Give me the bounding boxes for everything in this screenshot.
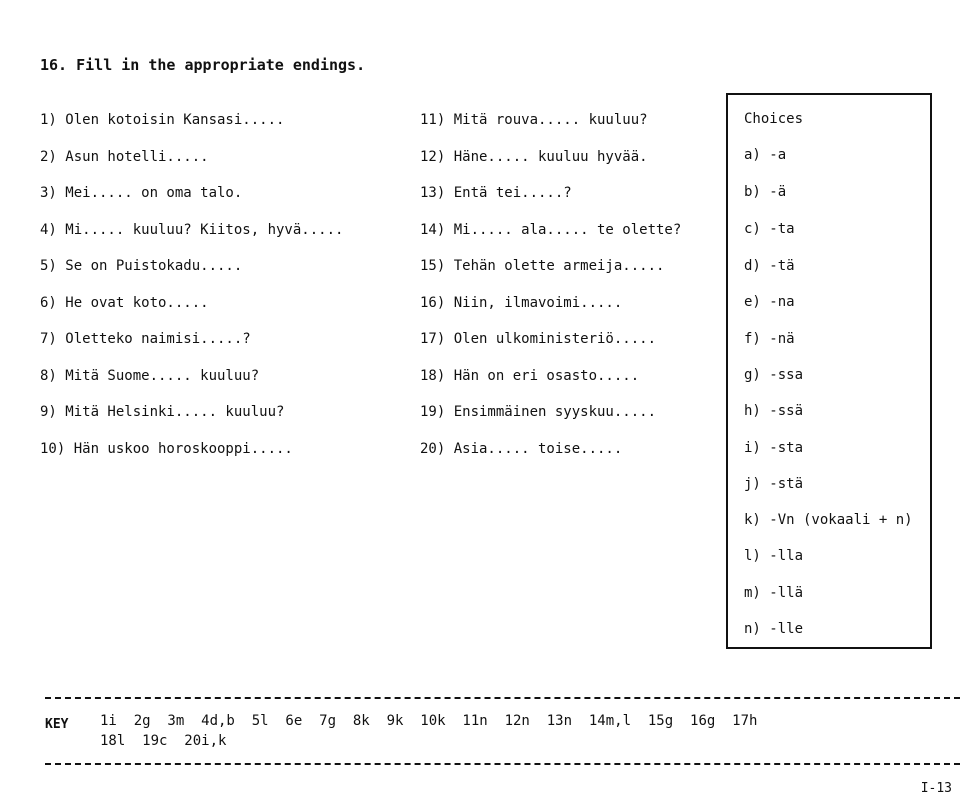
exercise-item: 19) Ensimmäinen syyskuu..... bbox=[420, 404, 657, 420]
answer-key-line: 1i 2g 3m 4d,b 5l 6e 7g 8k 9k 10k 11n 12n 13n 14m,l 15g 16g 17h bbox=[100, 713, 758, 729]
choice-item: f) -nä bbox=[744, 331, 795, 347]
exercise-item: 6) He ovat koto..... bbox=[40, 294, 209, 311]
exercise-item: 15) Tehän olette armeija..... bbox=[420, 258, 665, 274]
exercise-item: 20) Asia..... toise..... bbox=[420, 440, 623, 457]
exercise-item: 18) Hän on eri osasto..... bbox=[420, 367, 640, 384]
divider-dashed-top bbox=[45, 697, 960, 699]
choices-box bbox=[726, 93, 932, 649]
exercise-item: 2) Asun hotelli..... bbox=[40, 148, 209, 165]
choice-item: a) -a bbox=[744, 147, 787, 163]
choice-item: c) -ta bbox=[744, 221, 795, 237]
choice-item: i) -sta bbox=[744, 440, 804, 456]
choice-item: b) -ä bbox=[744, 184, 787, 200]
exercise-item: 5) Se on Puistokadu..... bbox=[40, 258, 243, 274]
choice-item: k) -Vn (vokaali + n) bbox=[744, 512, 913, 528]
exercise-item: 14) Mi..... ala..... te olette? bbox=[420, 221, 682, 238]
page-number: I-13 bbox=[920, 781, 952, 796]
choice-item: m) -llä bbox=[744, 585, 804, 601]
exercise-item: 17) Olen ulkoministeriö..... bbox=[420, 331, 657, 347]
exercise-item: 9) Mitä Helsinki..... kuuluu? bbox=[40, 404, 285, 420]
choices-title: Choices bbox=[744, 111, 804, 127]
choice-item: h) -ssä bbox=[744, 403, 804, 419]
exercise-item: 7) Oletteko naimisi.....? bbox=[40, 331, 251, 347]
exercise-item: 4) Mi..... kuuluu? Kiitos, hyvä..... bbox=[40, 221, 344, 238]
choice-item: g) -ssa bbox=[744, 367, 804, 383]
exercise-title: 16. Fill in the appropriate endings. bbox=[40, 56, 366, 74]
exercise-item: 12) Häne..... kuuluu hyvää. bbox=[420, 148, 648, 165]
choice-item: j) -stä bbox=[744, 476, 804, 492]
exercise-item: 1) Olen kotoisin Kansasi..... bbox=[40, 112, 285, 128]
exercise-item: 16) Niin, ilmavoimi..... bbox=[420, 294, 623, 311]
choice-item: e) -na bbox=[744, 294, 795, 310]
exercise-item: 10) Hän uskoo horoskooppi..... bbox=[40, 440, 293, 457]
exercise-item: 3) Mei..... on oma talo. bbox=[40, 185, 243, 201]
answer-key-label: KEY bbox=[45, 717, 69, 732]
exercise-item: 8) Mitä Suome..... kuuluu? bbox=[40, 367, 260, 384]
exercise-list-left bbox=[40, 110, 410, 475]
answer-key-line: 18l 19c 20i,k bbox=[100, 733, 227, 749]
choice-item: n) -lle bbox=[744, 621, 804, 637]
exercise-item: 13) Entä tei.....? bbox=[420, 185, 572, 201]
exercise-item: 11) Mitä rouva..... kuuluu? bbox=[420, 112, 648, 128]
divider-dashed-bottom bbox=[45, 763, 960, 765]
exercise-list-right bbox=[420, 110, 720, 475]
choice-item: d) -tä bbox=[744, 258, 795, 274]
choice-item: l) -lla bbox=[744, 548, 804, 564]
